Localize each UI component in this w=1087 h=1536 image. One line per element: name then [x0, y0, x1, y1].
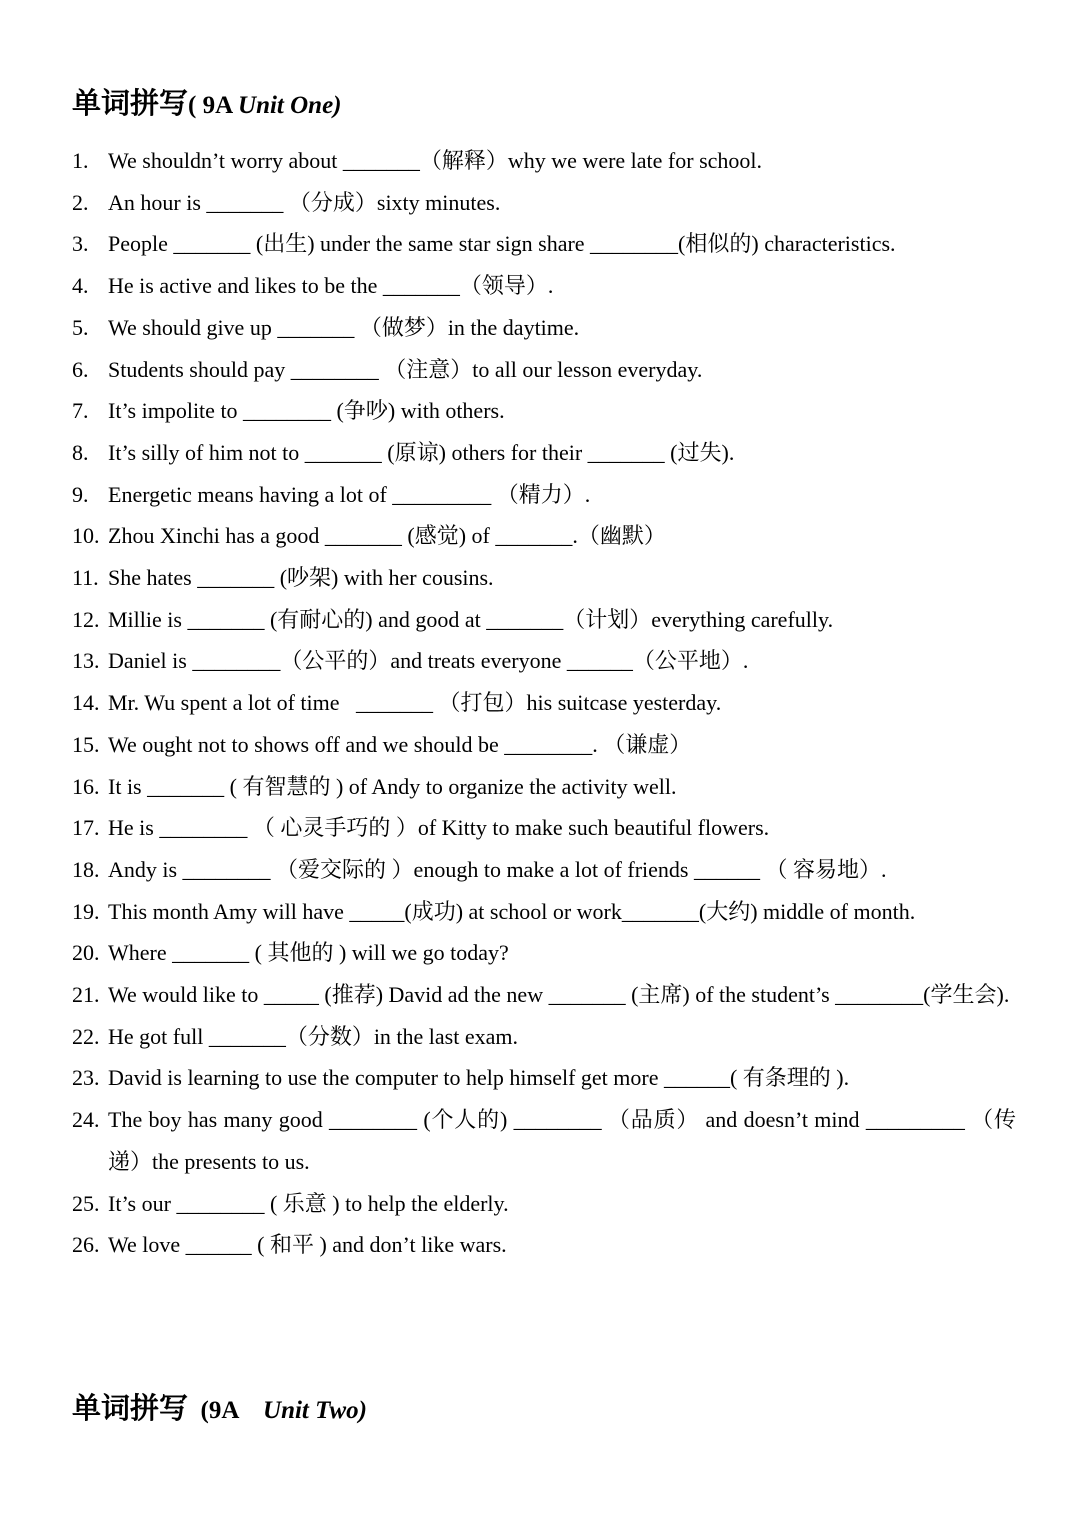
- item-number: 22.: [72, 1023, 100, 1049]
- exercise-item: [72, 307, 1016, 349]
- item-text: Energetic means having a lot of _________ （精力）.: [108, 481, 591, 507]
- exercise-item: [72, 1016, 1016, 1058]
- exercise-item: [72, 515, 1016, 557]
- item-text: We shouldn’t worry about _______（解释）why we were late for school.: [108, 148, 763, 173]
- item-number: 13.: [72, 648, 100, 674]
- item-text: David is learning to use the computer to help himself get more ______( 有条理的 ).: [108, 1065, 850, 1091]
- item-text: Andy is ________ （爱交际的 ）enough to make a lot of friends ______ （ 容易地）.: [108, 856, 887, 882]
- item-text: He got full _______（分数）in the last exam.: [108, 1023, 518, 1049]
- item-number: 20.: [72, 940, 100, 966]
- item-text: She hates _______ (吵架) with her cousins.: [108, 565, 494, 591]
- item-number: 6.: [72, 356, 89, 382]
- item-text: It’s our ________ ( 乐意 ) to help the elderly.: [108, 1190, 509, 1216]
- exercise-item: [72, 1099, 1016, 1182]
- item-text: We love ______ ( 和平 ) and don’t like wars.: [108, 1232, 507, 1258]
- item-number: 25.: [72, 1190, 100, 1216]
- item-text: The boy has many good ________ (个人的) ________ （品质） and doesn’t mind _________ （传递）the presents to us.: [108, 1107, 1016, 1174]
- item-number: 8.: [72, 439, 89, 465]
- exercise-item: [72, 640, 1016, 682]
- title-grade: (9A: [188, 1397, 264, 1424]
- exercise-item: [72, 140, 1016, 182]
- exercise-item: [72, 1057, 1016, 1099]
- exercise-item: [72, 932, 1016, 974]
- title-unit: Unit Two): [263, 1397, 367, 1424]
- exercise-item: [72, 557, 1016, 599]
- item-number: 1.: [72, 148, 89, 173]
- exercise-item: [72, 849, 1016, 891]
- item-text: An hour is _______ （分成）sixty minutes.: [108, 189, 501, 215]
- exercise-item: [72, 390, 1016, 432]
- item-text: It is _______ ( 有智慧的 ) of Andy to organize the activity well.: [108, 773, 677, 799]
- exercise-item: [72, 432, 1016, 474]
- item-number: 9.: [72, 481, 89, 507]
- exercise-item: [72, 724, 1016, 766]
- exercise-list: [72, 140, 1016, 1266]
- item-number: 12.: [72, 606, 100, 632]
- item-text: He is ________ （ 心灵手巧的 ）of Kitty to make such beautiful flowers.: [108, 815, 770, 841]
- exercise-item: [72, 974, 1016, 1016]
- exercise-item: [72, 891, 1016, 933]
- item-text: This month Amy will have _____(成功) at school or work_______(大约) middle of month.: [108, 898, 916, 924]
- item-text: Students should pay ________ （注意）to all our lesson everyday.: [108, 356, 703, 382]
- item-text: He is active and likes to be the _______（领导）.: [108, 273, 554, 299]
- exercise-item: [72, 682, 1016, 724]
- exercise-item: [72, 807, 1016, 849]
- exercise-item: [72, 1183, 1016, 1225]
- exercise-item: [72, 349, 1016, 391]
- item-number: 10.: [72, 523, 100, 549]
- item-text: Where _______ ( 其他的 ) will we go today?: [108, 940, 509, 966]
- item-number: 7.: [72, 398, 89, 424]
- exercise-item: [72, 766, 1016, 808]
- exercise-item: [72, 265, 1016, 307]
- item-number: 11.: [72, 565, 99, 591]
- item-text: It’s impolite to ________ (争吵) with others.: [108, 398, 505, 424]
- item-text: It’s silly of him not to _______ (原谅) others for their _______ (过失).: [108, 439, 735, 465]
- item-number: 24.: [72, 1107, 100, 1133]
- title-grade: ( 9A: [188, 92, 239, 119]
- title-chinese: 单词拼写: [72, 1393, 189, 1425]
- item-number: 21.: [72, 982, 100, 1008]
- item-number: 3.: [72, 231, 89, 257]
- item-text: We should give up _______ （做梦）in the daytime.: [108, 314, 580, 340]
- exercise-item: [72, 474, 1016, 516]
- item-number: 26.: [72, 1232, 100, 1258]
- exercise-item: [72, 599, 1016, 641]
- exercise-item: [72, 182, 1016, 224]
- item-text: Zhou Xinchi has a good _______ (感觉) of _______.（幽默）: [108, 523, 666, 549]
- section-title-unit-one: [72, 86, 342, 124]
- exercise-item: [72, 223, 1016, 265]
- title-unit: Unit One): [238, 92, 342, 119]
- item-text: Mr. Wu spent a lot of time _______ （打包）his suitcase yesterday.: [108, 690, 722, 716]
- item-number: 2.: [72, 189, 89, 215]
- item-number: 5.: [72, 314, 89, 340]
- item-text: Daniel is ________（公平的）and treats everyone ______（公平地）.: [108, 648, 749, 674]
- item-text: People _______ (出生) under the same star sign share ________(相似的) characteristics.: [108, 231, 896, 257]
- item-number: 17.: [72, 815, 100, 841]
- item-text: We would like to _____ (推荐) David ad the new _______ (主席) of the student’s ________(学生会).: [108, 982, 1010, 1008]
- exercise-item: [72, 1224, 1016, 1266]
- section-title-unit-two: [72, 1391, 367, 1429]
- item-number: 4.: [72, 273, 89, 299]
- item-number: 14.: [72, 690, 100, 716]
- item-text: We ought not to shows off and we should be ________. （谦虚）: [108, 731, 692, 757]
- item-text: Millie is _______ (有耐心的) and good at _______（计划）everything carefully.: [108, 606, 834, 632]
- item-number: 18.: [72, 856, 100, 882]
- item-number: 15.: [72, 731, 100, 757]
- item-number: 16.: [72, 773, 100, 799]
- item-number: 19.: [72, 898, 100, 924]
- item-number: 23.: [72, 1065, 100, 1091]
- title-chinese: 单词拼写: [72, 88, 189, 120]
